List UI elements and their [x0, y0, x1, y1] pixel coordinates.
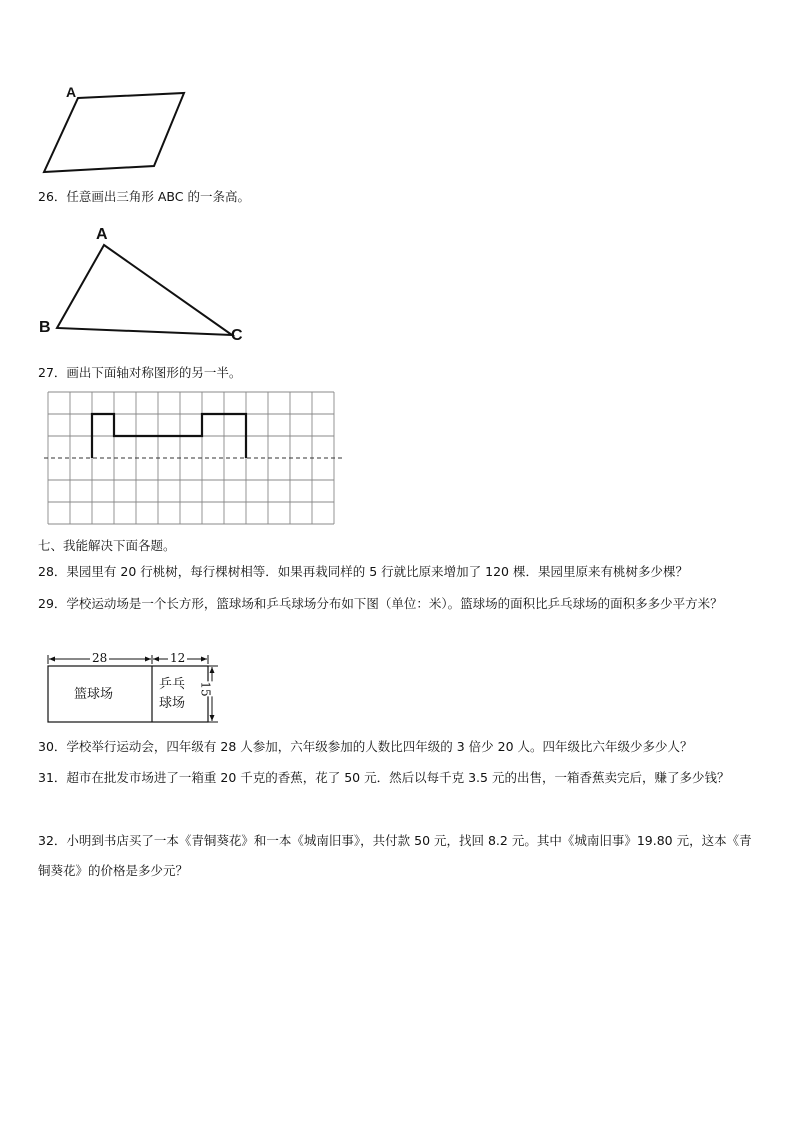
question-31: 31．超市在批发市场进了一箱重 20 千克的香蕉，花了 50 元．然后以每千克 3.5 元的出售，一箱香蕉卖完后，赚了多少钱？	[38, 770, 730, 785]
pingpong-court-label-line1: 乒乓	[159, 677, 186, 692]
triangle-vertex-c: C	[231, 327, 243, 344]
question-28: 28．果园里有 20 行桃树，每行棵树相等．如果再栽同样的 5 行就比原来增加了 120 棵．果园里原来有桃树多少棵？	[38, 564, 688, 579]
section-7-title: 七、我能解决下面各题。	[38, 538, 176, 553]
basketball-court-label: 篮球场	[74, 687, 114, 702]
basketball-width-label: 28	[92, 651, 108, 665]
parallelogram-vertex-a: A	[66, 84, 77, 100]
parallelogram-figure	[36, 80, 196, 175]
question-30: 30．学校举行运动会，四年级有 28 人参加，六年级参加的人数比四年级的 3 倍少 20 人。四年级比六年级少多少人？	[38, 739, 693, 754]
court-height-label: 15	[198, 681, 213, 697]
question-32: 32．小明到书店买了一本《青铜葵花》和一本《城南旧事》，共付款 50 元，找回 8.2 元。其中《城南旧事》19.80 元，这本《青铜葵花》的价格是多少元？	[38, 833, 752, 878]
triangle-vertex-a: A	[96, 226, 108, 243]
pingpong-court-label-line2: 球场	[159, 696, 186, 711]
question-27: 27．画出下面轴对称图形的另一半。	[38, 365, 242, 380]
question-26: 26．任意画出三角形 ABC 的一条高。	[38, 189, 250, 204]
symmetry-grid	[44, 390, 349, 530]
triangle-vertex-b: B	[39, 319, 51, 336]
question-29: 29．学校运动场是一个长方形，篮球场和乒乓球场分布如下图（单位：米）。篮球场的面积比乒乓球场的面积多多少平方米？	[38, 596, 723, 611]
triangle-figure	[40, 225, 250, 345]
pingpong-width-label: 12	[170, 651, 186, 665]
